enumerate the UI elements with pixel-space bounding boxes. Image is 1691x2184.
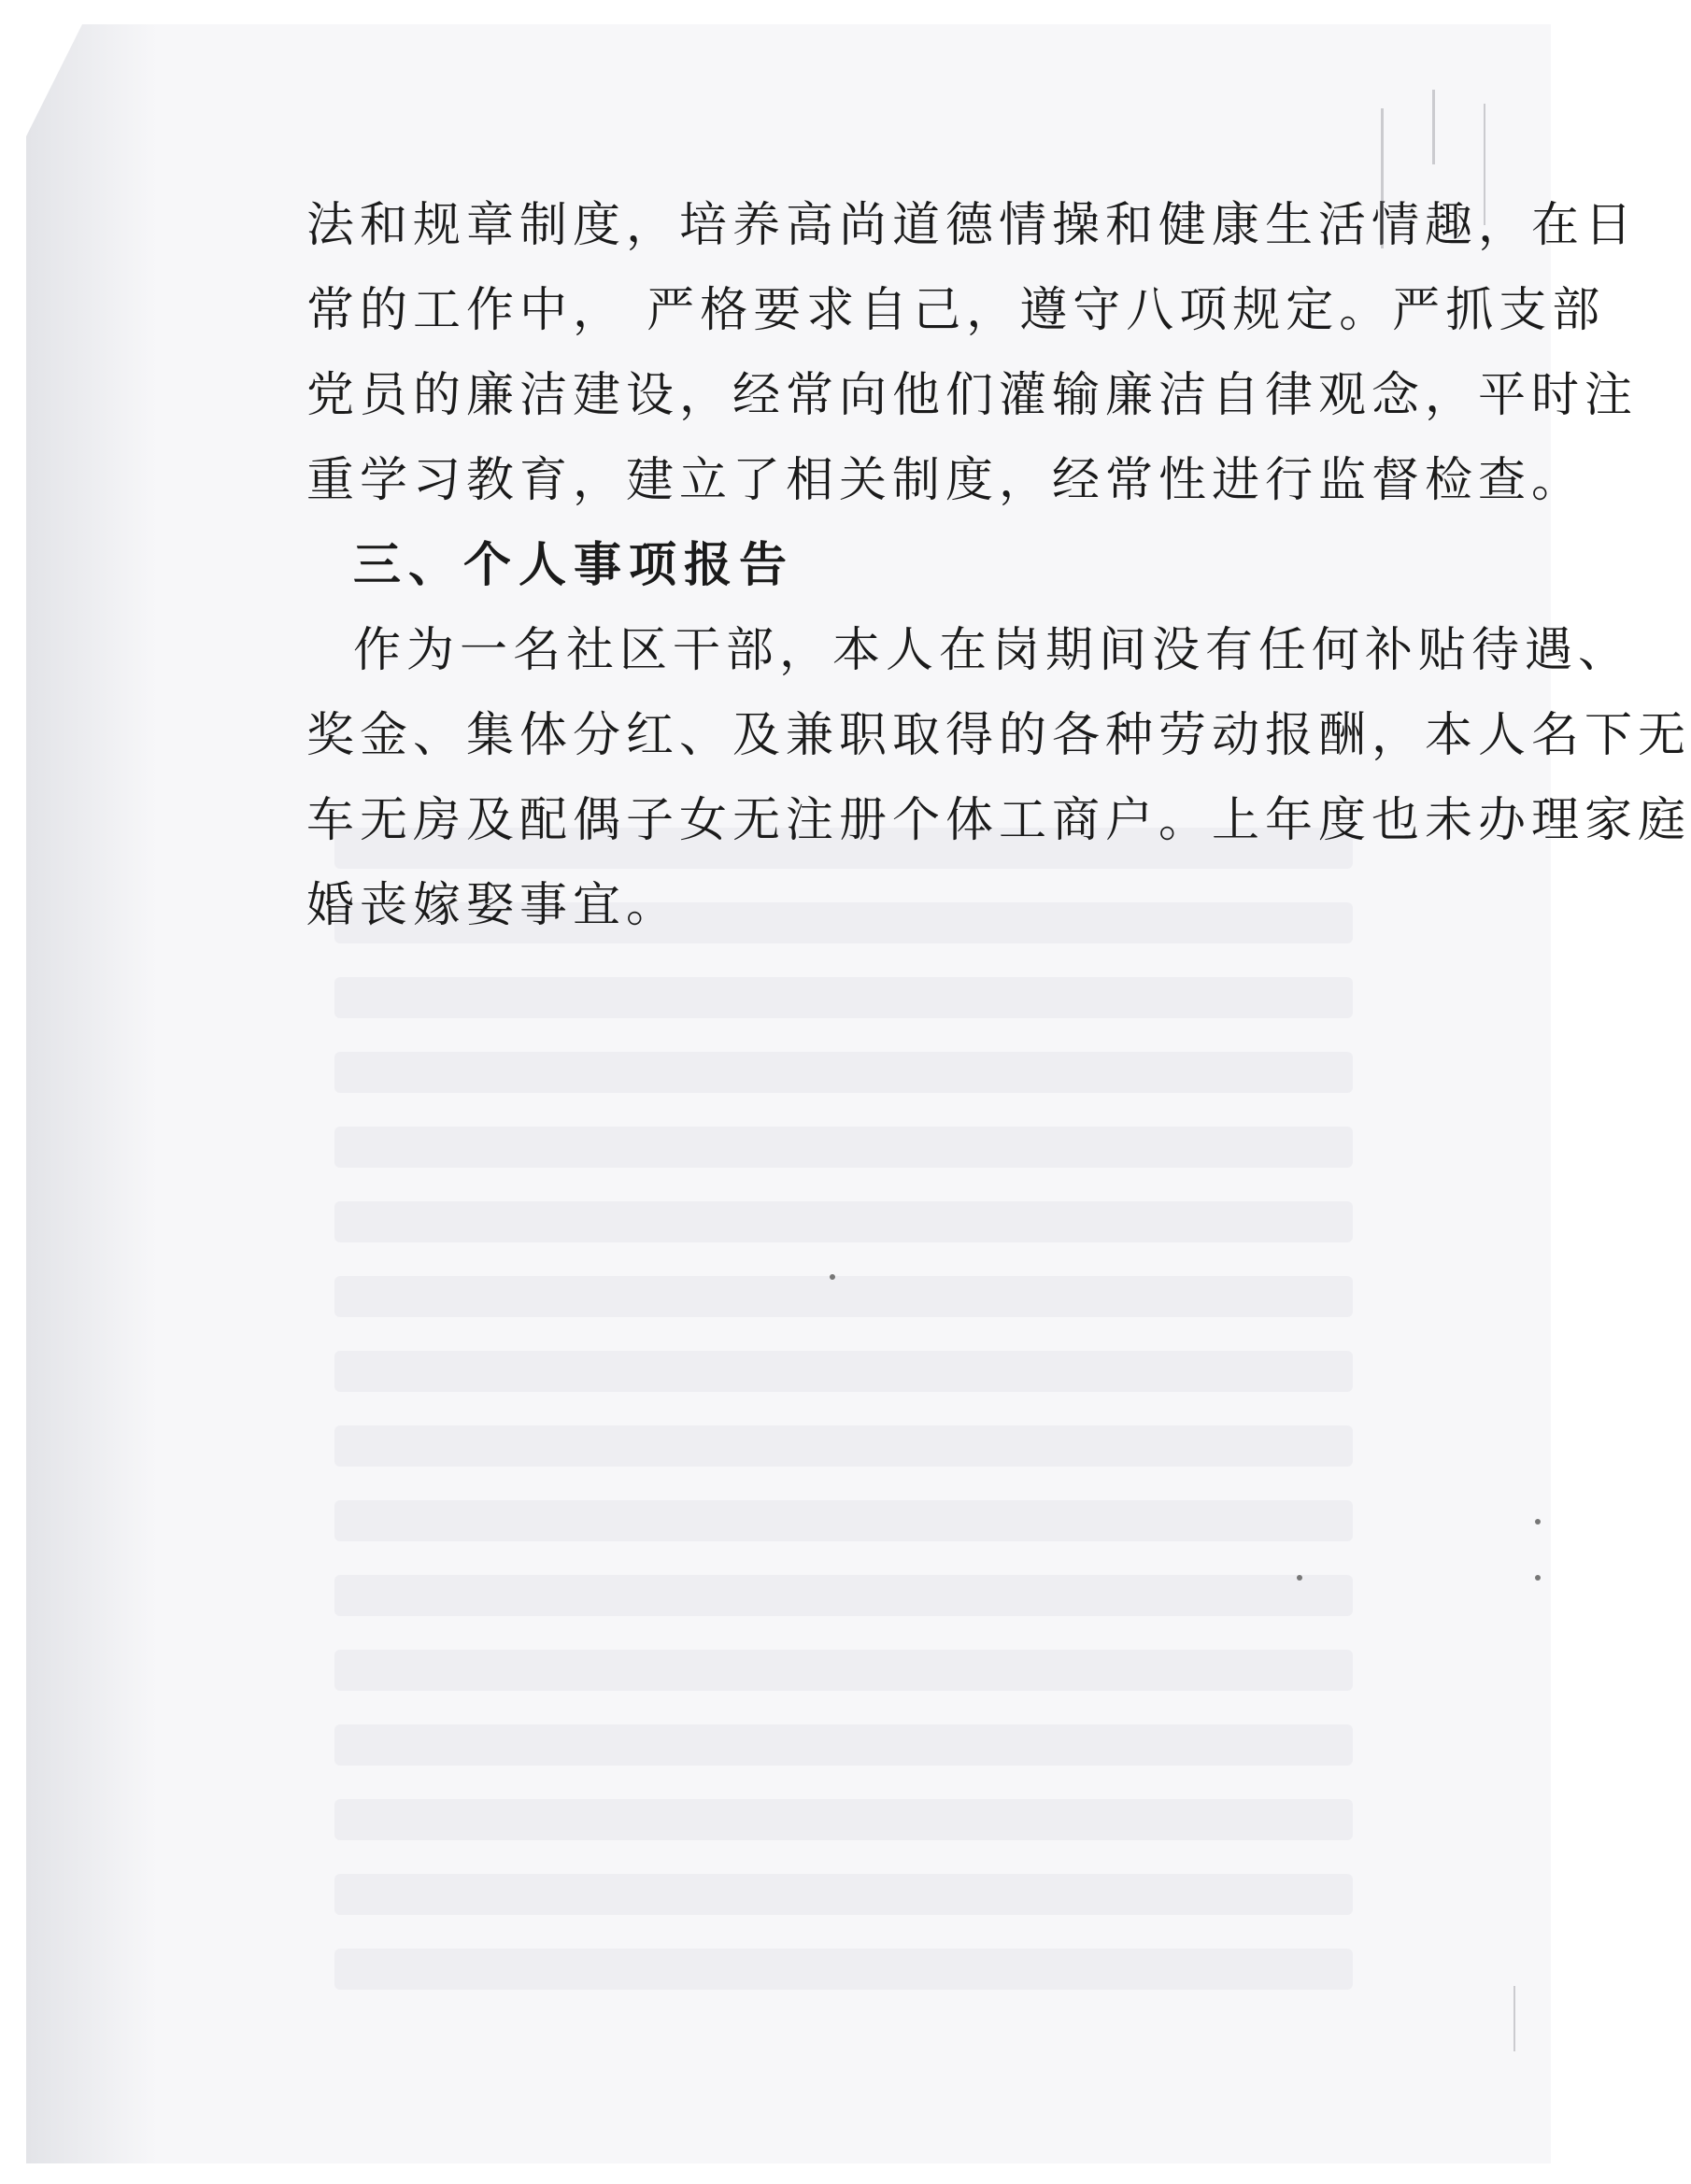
scan-speck <box>1535 1575 1541 1581</box>
bleed-through-mark <box>334 1949 1353 1990</box>
bleed-through-mark <box>334 977 1353 1018</box>
paragraph-line: 党员的廉洁建设，经常向他们灌输廉洁自律观念，平时注 <box>306 368 1639 423</box>
bleed-through-mark <box>334 1575 1353 1616</box>
paragraph-line: 婚丧嫁娶事宜。 <box>306 878 680 933</box>
bleed-through-mark <box>334 1201 1353 1242</box>
bleed-through-mark <box>334 1127 1353 1168</box>
paragraph-line: 常的工作中， 严格要求自己，遵守八项规定。严抓支部 <box>306 283 1606 338</box>
bleed-through-mark <box>334 1052 1353 1093</box>
scan-speck <box>1535 1519 1541 1525</box>
bleed-through-mark <box>334 1425 1353 1467</box>
bleed-through-mark <box>334 1724 1353 1766</box>
paragraph-line: 作为一名社区干部，本人在岗期间没有任何补贴待遇、 <box>353 623 1632 678</box>
pencil-mark <box>1432 90 1435 164</box>
bleed-through-mark <box>334 1276 1353 1317</box>
scan-speck <box>830 1274 835 1280</box>
bleed-through-mark <box>334 1874 1353 1915</box>
page-corner-fold <box>26 24 82 136</box>
bleed-through-mark <box>334 1500 1353 1541</box>
scanned-page <box>26 24 1691 2163</box>
paragraph-line: 车无房及配偶子女无注册个体工商户。上年度也未办理家庭 <box>306 793 1691 848</box>
paragraph-line: 重学习教育，建立了相关制度，经常性进行监督检查。 <box>306 453 1585 508</box>
pencil-mark <box>1484 104 1485 225</box>
bleed-through-mark <box>334 1650 1353 1691</box>
document-body <box>306 183 1691 948</box>
paragraph-line: 奖金、集体分红、及兼职取得的各种劳动报酬，本人名下无 <box>306 708 1691 763</box>
section-heading: 三、个人事项报告 <box>353 537 795 593</box>
page-fold-shadow <box>26 24 157 2163</box>
pencil-mark <box>1513 1986 1515 2051</box>
bleed-through-mark <box>334 1799 1353 1840</box>
paragraph-line: 法和规章制度，培养高尚道德情操和健康生活情趣，在日 <box>306 198 1639 253</box>
pencil-mark <box>1381 108 1384 248</box>
scan-speck <box>1297 1575 1302 1581</box>
bleed-through-mark <box>334 1351 1353 1392</box>
